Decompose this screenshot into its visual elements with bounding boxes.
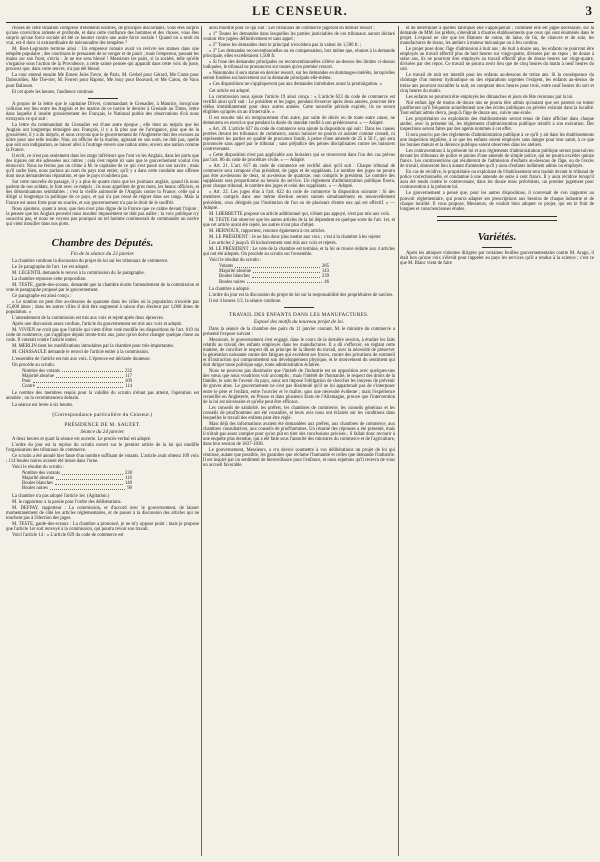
leader-dots <box>50 486 125 490</box>
article-paragraph: Après une discussion assez confuse, l'article du gouvernement est mis aux voix et adopté. <box>12 322 183 328</box>
correspondence-heading: (Correspondance particulière du Censeur.) <box>52 411 153 418</box>
article-paragraph: « Art. 20. L'article 627 du code de commerce sera ajouté la disposition qui suit : Dans les causes portées devant les tribunaux de commerce, aucun huissier ne pourra ni assister comme conseil, ni représenter les parties en qualité de procureur fondé, à peine d'une amende de 25 à 50 f., qui sera prononcée sans appel par le tribunal ; sans préjudice des peines disciplinaires contre les huissiers contrevenants. <box>203 126 395 153</box>
article-paragraph: M. LEGENTIL demande le renvoi à la commission du 3e paragraphe. <box>12 270 145 276</box>
section-title-travail: TRAVAIL DES ENFANTS DANS LES MANUFACTURES. <box>229 311 369 318</box>
article-paragraph: Le 2e paragraphe de l'art. 1er est adopté. <box>12 264 89 270</box>
article-paragraph: Les contraventions à la présente loi et aux règlements d'administration publique seront poursuivies devant les tribunaux de police et punies d'une amende de simple police, qui ne pourra excéder quinze francs. Les contraventions qui résulteront de l'admission d'enfants au-dessous de l'âge, ou de l'excès de travail, donneront lieu à autant d'amendes qu'il y aura d'enfants indûment admis ou employés. <box>400 149 594 170</box>
article-paragraph: Et cet après les heures, l'audience continue. <box>12 89 95 95</box>
tally-label: Boules blanches <box>22 481 54 487</box>
article-paragraph: Le gouvernement, Messieurs, a cru devoir soumettre à vos délibérations un projet de loi qui réunisse, autant que possible, les garanties que réclame l'humanité et celles que demande l'industrie. Il est inspiré par un sentiment de bienveillance pour l'enfance, et nous espérons qu'il recevra de vous un accueil favorable. <box>203 448 395 469</box>
article-paragraph: « Art. 22. Les juges élus à l'art. 622 du code de commerce la disposition suivante : Si des membres compris dans une même élection seront sonnés simultanément en renouvellement précédent, ceux désignés par l'institution de l'un ou de plusieurs d'entre eux qui est effectif. » — Adopté. <box>203 190 395 211</box>
page-number: 3 <box>585 3 592 18</box>
article-paragraph: L'ordre du jour est la discussion du projet de loi sur la responsabilité des propriétaires de navires. <box>209 292 394 298</box>
leader-dots <box>62 471 123 475</box>
article-paragraph: En cas de récidive, le propriétaire ou exploitant de l'établissement sera traduit devant le tribunal de police correctionnelle, et condamné à une amende de seize à cent francs. Il y aura récidive lorsqu'il aura été rendu contre le contrevenant, dans les douze mois précédents, un premier jugement pour contravention à la présente loi. <box>400 170 594 191</box>
article-paragraph: M. MERLIN tient les modifications introduites par la chambre pour très-importantes. <box>12 344 175 350</box>
tally-value: 230 <box>124 470 132 476</box>
leader-dots <box>56 476 123 480</box>
article-paragraph: Nul enfant âgé de moins de douze ans ne pourra être admis qu'autant que ses parents ou tuteur justifieront qu'il fréquente actuellement une des écoles publiques ou privées existant dans la localité. Tout enfant admis devra, jusqu'à l'âge de douze ans, suivre une école. <box>400 100 594 116</box>
article-paragraph: » 1° Toutes les demandes dans lesquelles les parties justiciables de ces tribunaux auront déclaré vouloir être jugées définitivement et sans appel ; <box>203 32 395 43</box>
article-paragraph: Le travail de nuit est interdit pour les enfants au-dessous de treize ans. Si la conséquence du chômage d'un moteur hydraulique ou des réparations urgentes l'exigent, les enfants au-dessus de treize ans pourront travailler la nuit, en comptant deux heures pour trois, entre neuf heures du soir et cinq heures du matin. <box>400 73 594 94</box>
vote-tally <box>219 264 395 285</box>
article-paragraph: Après les attaques violentes dirigées par certaines feuilles gouvernementales contre M. Arago, il était bon qu'une voix s'élevât pour rappeler au pays les services qu'il a rendus à la science ; c'est ce que M. Blanc vient de faire <box>400 250 594 266</box>
tally-row <box>22 486 132 491</box>
leader-dots <box>37 384 123 388</box>
tally-value: 140 <box>124 481 132 487</box>
article-paragraph: L'ensemble de l'article est mis aux voix. L'épreuve est déclarée douteuse. <box>12 356 151 362</box>
article-paragraph: et de déterminer à quelles fabriques elle s'appliquerait ; comment elle est jugée nécessaire, sur la demande de MM. les préfets, s'étendrait à d'autres établissements que ceux qui sont énumérés dans le projet. L'exposé ne cite que les filatures de coton, de laine, de lin, de chanvre et de soie, les manufactures de tissus, les ateliers à moteur mécanique ou à feu continu. <box>400 26 594 47</box>
article-paragraph: Mais déjà des informations avaient été demandées aux préfets, aux chambres de commerce, aux chambres consultatives, aux conseils de prud'hommes. Un résumé des réponses a été présenté, mais il n'était pas assez complet pour qu'on pût en tirer des conclusions précises ; il fallait donc recourir à une enquête plus étendue, qui a été faite sous l'autorité des ministres du commerce et de l'agriculture, dans leur session de 1837-1838. <box>203 421 395 447</box>
ornamental-rule <box>437 216 557 221</box>
tally-label: Nombre des votants <box>22 368 60 374</box>
article-paragraph: Les articles 2 jusqu'à 18 inclusivement sont mis aux voix et rejetés. <box>209 240 337 246</box>
article-paragraph: On procède au scrutin. <box>12 362 55 368</box>
article-paragraph: M. Bost-Legroutre termine ainsi : Un empereur romain avait vu revivre ses statues dans une tempête populaire ; des courtisans le pressaient de se venger et de punir ; mais l'empereur, passant les mains sur son front, s'écria : Je ne me sens blessé ! Messieurs les pairs, si la société, telle qu'elle s'organise sous l'action de la Providence, a cette sainte pensée qui apparaît dans cette voix du juste, prouvez que, dans votre œuvre, n'a pas été blessé. <box>6 47 199 73</box>
article-paragraph: M. TESTE fait observer que les autres articles de la loi dépendent en quelque sorte de l'art. 1er, et que cet article ayant été rejeté, les autres n'ont plus d'objet. <box>203 217 395 228</box>
article-paragraph: Il écrit, ce n'est pas seulement dans les rangs inférieurs que l'ont vu les Anglais, dans les ports que des injures ont été adressées aux nôtres ; cela s'est répété ici sans que le gouvernement voulut s'en émouvoir. Nous ne ferons pas un crime à M. le capitaine de ce qui s'est passé sur son navire ; mais qu'il sache bien, nous parlons au nom du pays tout entier, qu'il y a dans cette conduite une offense dont nous demanderons réparation, et que le pays n'oubliera pas. <box>6 154 199 180</box>
article-paragraph: L'amendement de la commission est mis aux voix et rejeté après deux épreuves. <box>12 316 164 322</box>
article-paragraph: La commission nous ajoute l'article 19 ainsi conçu : « L'article 623 du code de commerce est rectifié ainsi qu'il suit : Le président et les juges, pendant d'exercer après deux années, pourront être réélus immédiatement pour deux autres années. Cette nouvelle période expirée, ils ne seront éligibles qu'après un an d'intervalle. » <box>203 94 395 115</box>
article-paragraph: Le gouvernement a pensé que, pour les autres dispositions, il convenait de s'en rapporter au pouvoir réglementaire, qui pourra adapter ses prescriptions aux besoins de chaque industrie et de chaque localité. Il vous propose, Messieurs, de vouloir bien adopter ce projet, qui est le fruit de longues et consciencieuses études. <box>400 191 594 212</box>
column-3 <box>400 26 594 856</box>
section-title-varietes: Variétés. <box>477 230 517 243</box>
article-paragraph: La chambre repousse cette proposition. <box>12 276 87 282</box>
column-divider <box>201 26 202 856</box>
article-paragraph: « Art. 21. L'art. 617 du code de commerce est rectifié ainsi qu'il suit : Chaque tribunal de commerce sera composé d'un président, de juges et de suppléants. Le nombre des juges ne pourra pas être au-dessous de deux, ni au-dessus de quatorze, non compris le président. Le nombre des suppléants sera proportionné au besoin du service. Un règlement d'administration publique fixera, pour chaque tribunal, le nombre des juges et celui des suppléants. » — Adopté. <box>203 164 395 190</box>
article-paragraph: M. HERNOUX, rapporteur, renonce également à ces articles. <box>209 228 326 234</box>
article-paragraph: » 3° Les demandes reconventionnelles ou en compensation, lors même que, réunies à la demande principale, elles excéderaient 1,500 fr. <box>203 49 395 60</box>
tally-label: Pour <box>22 379 31 385</box>
article-paragraph: Cet article est adopté. <box>209 88 251 94</box>
tally-row <box>22 384 132 389</box>
article-paragraph: » Cette disposition n'est pas applicable aux huissiers qui se trouveront dans l'un des cas prévus par l'art. 86 du code de procédure civile. » — Adopté. <box>203 153 395 164</box>
columns <box>6 26 594 856</box>
article-paragraph: Nous ne pouvons pas dissimuler que l'intérêt de l'industrie est en opposition avec quelques-uns des vœux que nous voudrions voir accomplis ; mais l'intérêt de l'humanité, le respect des droits de la famille, le soin de l'avenir du pays, nous ont imposé l'obligation de chercher les moyens de prévenir de graves abus. Le gouvernement ne s'est pas dissimulé qu'il ne lui appartenait pas de s'interposer entre le père et l'enfant, entre l'ouvrier et le maître, sans une nécessité évidente ; mais l'expérience recueillie en Angleterre, en Prusse et dans plusieurs États de l'Allemagne, prouve que l'intervention de la loi est nécessaire et qu'elle peut être efficace. <box>203 369 395 405</box>
article-paragraph: M. CHASSAULE demande le renvoi de l'article entier à la commission. <box>12 350 149 356</box>
article-paragraph: Voici le résultat du scrutin : <box>12 464 65 470</box>
article-paragraph: « Le nombre ne peut être au-dessous de quarante dans les villes où la population n'excède pas 15,000 âmes ; dans les autres villes il doit être augmenté à raison d'un électeur par 1,000 âmes de population. » <box>6 300 199 316</box>
article-paragraph: M. LE PRÉSIDENT : Le vote de la chambre est terminé, et la loi se trouve réduite aux 4 articles qui ont été adoptés. On procède au scrutin sur l'ensemble. <box>203 246 395 257</box>
article-paragraph: Il est 4 heures 1/2, la séance continue. <box>209 298 282 304</box>
article-paragraph: Ce paragraphe est ainsi conçu : <box>12 294 72 300</box>
sitting-date: Séance du 24 janvier. <box>80 428 125 435</box>
article-paragraph: Sur cette nouvelle de passage, il y a plus de quatre mois que les journaux anglais, quand ils nous parlent de nos soldats, le font avec ce mépris ; ils nous appellent de gros mots, les beaux officiers, et des dénominations semblables ; c'est la vieille animosité de l'Anglais contre la France, celle qui a dirigé si longtemps la politique de ce pays, et qui n'a pas cessé de régner dans ses rangs. Mais la France est assez forte pour en sourire, et son gouvernement n'a pas le droit de le souffrir. <box>6 180 199 206</box>
tally-label: Majorité absolue <box>22 373 55 379</box>
leader-dots <box>33 379 123 383</box>
leader-dots <box>253 269 320 273</box>
article-paragraph: » Néanmoins il sera statué en dernier ressort, sur les demandes en dommages-intérêts, lorsqu'elles seront fondées exclusivement sur la demande principale elle-même. <box>203 71 395 82</box>
tally-value: 285 <box>321 264 329 270</box>
article-paragraph: A propos de la lettre que le capitaine Driver, commandant le Grenadier, à Maurice, lorsqu'une collision eut lieu entre les Anglais et les marins de ce navire le dernier à Grenade au Times, lettre dans laquelle il insulte grossièrement les Français, le National publie des observations d'où nous extrayons ce qui suit : <box>6 101 199 122</box>
short-rule <box>284 307 314 308</box>
article-paragraph: M. le rapporteur a la parole pour l'ordre des délibérations. <box>12 499 122 505</box>
column-1 <box>6 26 199 856</box>
short-rule <box>482 247 512 248</box>
tally-label: Majorité absolue <box>22 476 55 482</box>
tally-value: 114 <box>125 384 132 390</box>
column-divider <box>398 26 399 856</box>
article-paragraph: Nous ajoutons, quant à nous, que rien n'est plus digne de la France que ce calme devant l'injure ; la pensée que les Anglais peuvent nous insulter impunément ne doit pas naître ; la voix publique n'y souscrira pas, et nous ne voyons pas pourquoi un tel homme continuerait de commander un navire qui vient mouiller dans nos ports. <box>6 206 199 227</box>
article-paragraph: choses de cette situation complexe d'éléments hostiles, de principes discordants, vous êtes surpris qu'une conviction ardente et profonde, et dans cette confiance des hommes et des choses, vous êtes surpris qu'une force sociale ait été ce heurter contre une autre force sociale ! Quand on a senti du vrai, est-il donc si extraordinaire de méconnaître des tempêtes ? <box>6 26 199 47</box>
article-paragraph: » Si l'une des demandes principales ou reconventionnelles s'élève au-dessus des limites ci-dessus indiquées, le tribunal ne prononcera sur toutes qu'en premier ressort. <box>203 60 395 71</box>
article-paragraph: Voici le résultat du scrutin : <box>209 257 262 263</box>
vote-tally <box>22 471 199 492</box>
article-paragraph: Le projet pose donc l'âge d'admission à huit ans ; de huit à douze ans, les enfants ne pourront être employés au travail effectif plus de huit heures sur vingt-quatre, divisées par un repos ; de douze à seize ans, ils ne pourront être employés au travail effectif plus de douze heures sur vingt-quatre, divisées par des repos. Ce travail ne pourra avoir lieu que de cinq heures du matin à neuf heures du soir. <box>400 47 594 73</box>
article-paragraph: Les conseils de salubrité, les préfets, les chambres de commerce, les conseils généraux et les conseils de prud'hommes ont été consultés, et leurs avis nous ont éclairés sur les conditions dans lesquelles le travail des enfants peut être réglé. <box>203 405 395 421</box>
article-paragraph: La lettre du commandant du Grenadier est d'une autre époque ; elle tient au mépris que les Anglais ont longtemps témoigné aux Français, il y a là plus que de l'arrogance, plus que de la grossièreté, il y a du mépris, et nous croyons que le gouvernement de l'Angleterre doit des excuses au nôtre pour une telle insulte. Non, un officier de la marine, agissant en son nom, ne doit pas, quelle que soit son indignation, se laisser aller à l'outrage envers une nation amie, envers une nation comme la France. <box>6 122 199 154</box>
leader-dots <box>247 280 322 284</box>
article-paragraph: Les propriétaires ou exploitants des établissements seront tenus de faire afficher dans chaque atelier, avec la présente loi, les règlements d'administration publique relatifs à son exécution. Des inspections seront faites par des agents nommés à cet effet. <box>400 116 594 132</box>
section-subtitle: Fin de la séance du 23 janvier. <box>70 250 135 257</box>
article-paragraph: M. TESTE, garde-des-sceaux, demande que la chambre écarte l'amendement de la commission et vote le paragraphe proposé par le gouvernement. <box>6 282 199 293</box>
tally-value: 46 <box>324 279 329 285</box>
article-paragraph: M. VIVIEN ne croit pas que l'article qui vient d'être voté modifie les dispositions de l'art. 619 du code de commerce, qui s'applique depuis trente-trois ans, pour qu'on doive changer quelque chose au code. Il voterait contre l'article entier. <box>6 328 199 344</box>
article-paragraph: Le nombre des membres requis pour la validité du scrutin n'étant pas atteint, l'opération est annulée ; on la recommencera demain. <box>6 391 199 402</box>
tally-value: 117 <box>125 373 132 379</box>
article-paragraph: ainsi modifié pour ce qui suit : Les tribunaux de commerce jugeront en dernier ressort : <box>209 26 375 31</box>
article-paragraph: L'ordre du jour est la reprise du scrutin ouvert sur le premier article de la loi qui modifie l'organisation des tribunaux de commerce. <box>6 442 199 453</box>
article-paragraph: La cour entend ensuite Me Ernest Jules Favre, de Paris, M. Gerbel pour Gérard, Me Conte pour Dabourdieu, Me Thé-rier, M. Ferreri pour Rapour, Me Jouy pour Bouvard, et Me Caron, de Vaux pour Balisson. <box>6 73 199 89</box>
section-title-chambre: Chambre des Députés. <box>51 236 154 249</box>
article-paragraph: Les enfants ne pourront être employés les dimanches et jours de fête reconnus par la loi. <box>406 94 574 100</box>
article-paragraph: » 2° Toutes les demandes dont le principal n'excédera pas la valeur de 1,500 fr. ; <box>209 43 362 49</box>
tally-label: Boules noires <box>219 279 245 285</box>
article-paragraph: Messieurs, le gouvernement s'est engagé, dans le cours de la dernière session, à étudier les faits relatifs au travail des enfants employés dans les manufactures. Il a dû s'efforcer, en réglant cette matière, de concilier le respect dû au principe de la liberté du travail, avec la nécessité de préserver la génération naissante contre des fatigues qui excèdent ses forces, contre des privations de sommeil et d'instruction qui compromettent son développement physique, et le mouvement du sentiment qui doit diriger toute politique sage, toute administration éclairée. <box>203 338 395 369</box>
short-rule <box>88 98 118 99</box>
newspaper-page <box>6 4 594 856</box>
presidency-heading: PRÉSIDENCE DE M. SAUZET. <box>64 421 141 428</box>
article-paragraph: A deux heures et quart la séance est ouverte. Le procès-verbal est adopté. <box>12 436 152 442</box>
leader-dots <box>55 481 123 485</box>
article-paragraph: Dans la séance de la chambre des pairs du 11 janvier courant, M. le ministre du commerce a présenté l'exposé suivant : <box>203 326 395 338</box>
article-paragraph: M. TESTE, garde-des-sceaux : La chambre a prononcé, je ne m'y oppose point ; mais je propose que l'article 1er soit renvoyé à la commission, qui pourra revoir son travail. <box>6 521 199 532</box>
tally-value: 90 <box>127 486 132 492</box>
tally-label: Boules blanches <box>219 274 251 280</box>
leader-dots <box>235 264 320 268</box>
tally-label: Nombre des votants <box>22 470 60 476</box>
tally-value: 116 <box>125 476 132 482</box>
column-2 <box>203 26 395 856</box>
article-paragraph: Voici l'article 14 : « L'article 629 du code de commerce est <box>12 533 124 538</box>
tally-label: Boules noires <box>22 486 48 492</box>
leader-dots <box>62 369 123 373</box>
tally-label: Contre <box>22 384 35 390</box>
article-paragraph: La chambre n'a pas adopté l'article 1er. (Agitation.) <box>12 493 110 499</box>
article-paragraph: » Ces dispositions ne s'appliqueront pas aux demandes introduites avant la promulgation. » <box>209 82 383 88</box>
tally-label: Votants <box>219 264 234 270</box>
article-paragraph: La chambre a adopté. <box>209 286 250 292</box>
article-paragraph: La séance est levée à six heures. <box>12 402 74 408</box>
article-paragraph: Il est ensuite mis en remplacement d'un autre, par suite de décès ou de toute autre cause, ne demeurera en exercice que pendant la durée du mandat confié à son prédécesseur. » — Adopté. <box>203 115 395 126</box>
masthead <box>6 4 594 23</box>
tally-value: 143 <box>321 269 329 275</box>
tally-value: 109 <box>124 379 132 385</box>
tally-label: Majorité absolue <box>219 269 252 275</box>
leader-dots <box>252 274 320 278</box>
tally-row <box>219 280 329 285</box>
vote-tally <box>22 369 199 390</box>
article-paragraph: Ce scrutin a été annulé hier faute d'un nombre suffisant de votants. L'article avait obtenu 109 voix ; 114 boules noires avaient été mises dans l'urne. <box>6 453 199 464</box>
newspaper-title: LE CENSEUR. <box>252 4 348 18</box>
section-subtitle: Exposé des motifs du nouveau projet de loi. <box>253 318 345 325</box>
article-paragraph: M. DEFFAY, rapporteur : La commission, et d'accord avec le gouvernement, de laisser momentanément de côté les articles réglementaires, et de passer à la discussion des articles qui ne touchent pas à l'élection des juges. <box>6 505 199 521</box>
article-paragraph: M. LE PRÉSIDENT : Je ne fais donc plus mettre aux voix ; c'est à la chambre à les rejeter. <box>209 234 382 240</box>
tally-value: 239 <box>321 274 329 280</box>
article-paragraph: M. LHERBETTE propose un article additionnel qui, n'étant pas appuyé, n'est pas mis aux voix. <box>209 211 391 217</box>
leader-dots <box>56 374 123 378</box>
article-paragraph: La chambre continue la discussion du projet de loi sur les tribunaux de commerce. <box>12 258 169 264</box>
article-paragraph: Il sera pourvu par des règlements d'administration publique à ce qu'il y ait dans les établissements une inspection régulière, à ce que les enfants soient employés sans danger pour leur santé, à ce que les bonnes mœurs et la décence publique soient observées dans les ateliers. <box>400 132 594 149</box>
tally-value: 232 <box>124 368 132 374</box>
